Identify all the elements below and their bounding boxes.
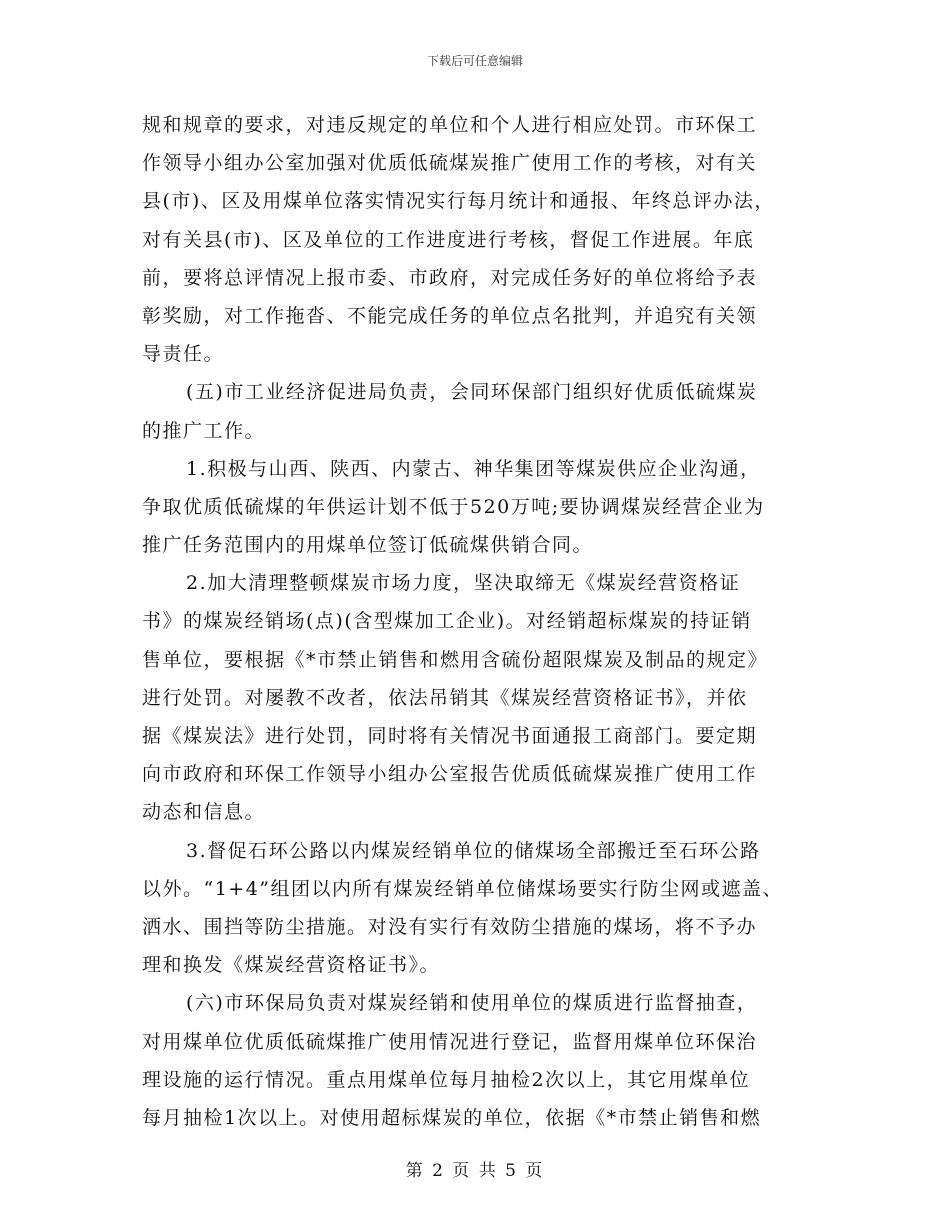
document-body [142, 106, 822, 1137]
section-heading-line: (五)市工业经济促进局负责，会同环保部门组织好优质低硫煤炭 [186, 381, 758, 404]
page-header-note: 下载后可任意编辑 [426, 54, 523, 68]
text-line: 推广任务范围内的用煤单位签订低硫煤供销合同。 [142, 534, 594, 557]
text-line: 动态和信息。 [142, 801, 266, 824]
text-line: 对用煤单位优质低硫煤推广使用情况进行登记，监督用煤单位环保治 [142, 1030, 758, 1053]
text-line: 理和换发《煤炭经营资格证书》。 [142, 954, 441, 977]
text-line: 每月抽检1次以上。对使用超标煤炭的单位，依据《*市禁止销售和燃 [142, 1106, 762, 1129]
text-line: 作领导小组办公室加强对优质低硫煤炭推广使用工作的考核，对有关 [142, 152, 758, 175]
text-line: 洒水、围挡等防尘措施。对没有实行有效防尘措施的煤场，将不予办 [142, 915, 758, 938]
text-line: 彰奖励，对工作拖沓、不能完成任务的单位点名批判，并追究有关领 [142, 304, 758, 327]
page-number-footer: 第 2 页 共 5 页 [405, 1161, 545, 1181]
text-line: 规和规章的要求，对违反规定的单位和个人进行相应处罚。市环保工 [142, 114, 758, 136]
item-heading-line: 2.加大清理整顿煤炭市场力度，坚决取缔无《煤炭经营资格证 [186, 572, 741, 595]
text-line: 向市政府和环保工作领导小组办公室报告优质低硫煤炭推广使用工作 [142, 763, 758, 786]
text-line: 对有关县(市)、区及单位的工作进度进行考核，督促工作进展。年底 [142, 228, 755, 251]
text-line: 导责任。 [142, 343, 225, 366]
text-line: 据《煤炭法》进行处罚，同时将有关情况书面通报工商部门。要定期 [142, 725, 758, 747]
item-heading-line: 3.督促石环公路以内煤炭经销单位的储煤场全部搬迁至石环公路 [186, 839, 761, 862]
text-line: 的推广工作。 [142, 419, 266, 442]
section-heading-line: (六)市环保局负责对煤炭经销和使用单位的煤质进行监督抽查， [186, 992, 758, 1015]
text-line: 县(市)、区及用煤单位落实情况实行每月统计和通报、年终总评办法， [142, 190, 775, 213]
text-line: 售单位，要根据《*市禁止销售和燃用含硫份超限煤炭及制品的规定》 [142, 648, 769, 671]
text-line: 理设施的运行情况。重点用煤单位每月抽检2次以上，其它用煤单位 [142, 1068, 751, 1091]
item-heading-line: 1.积极与山西、陕西、内蒙古、神华集团等煤炭供应企业沟通， [186, 457, 761, 480]
text-line: 以外。“1+4”组团以内所有煤炭经销单位储煤场要实行防尘网或遮盖、 [142, 877, 784, 900]
text-line: 前，要将总评情况上报市委、市政府，对完成任务好的单位将给予表 [142, 266, 758, 289]
text-line: 争取优质低硫煤的年供运计划不低于520万吨;要协调煤炭经营企业为 [142, 495, 765, 518]
text-line: 书》的煤炭经销场(点)(含型煤加工企业)。对经销超标煤炭的持证销 [142, 610, 752, 633]
text-line: 进行处罚。对屡教不改者，依法吊销其《煤炭经营资格证书》，并依 [142, 686, 748, 709]
